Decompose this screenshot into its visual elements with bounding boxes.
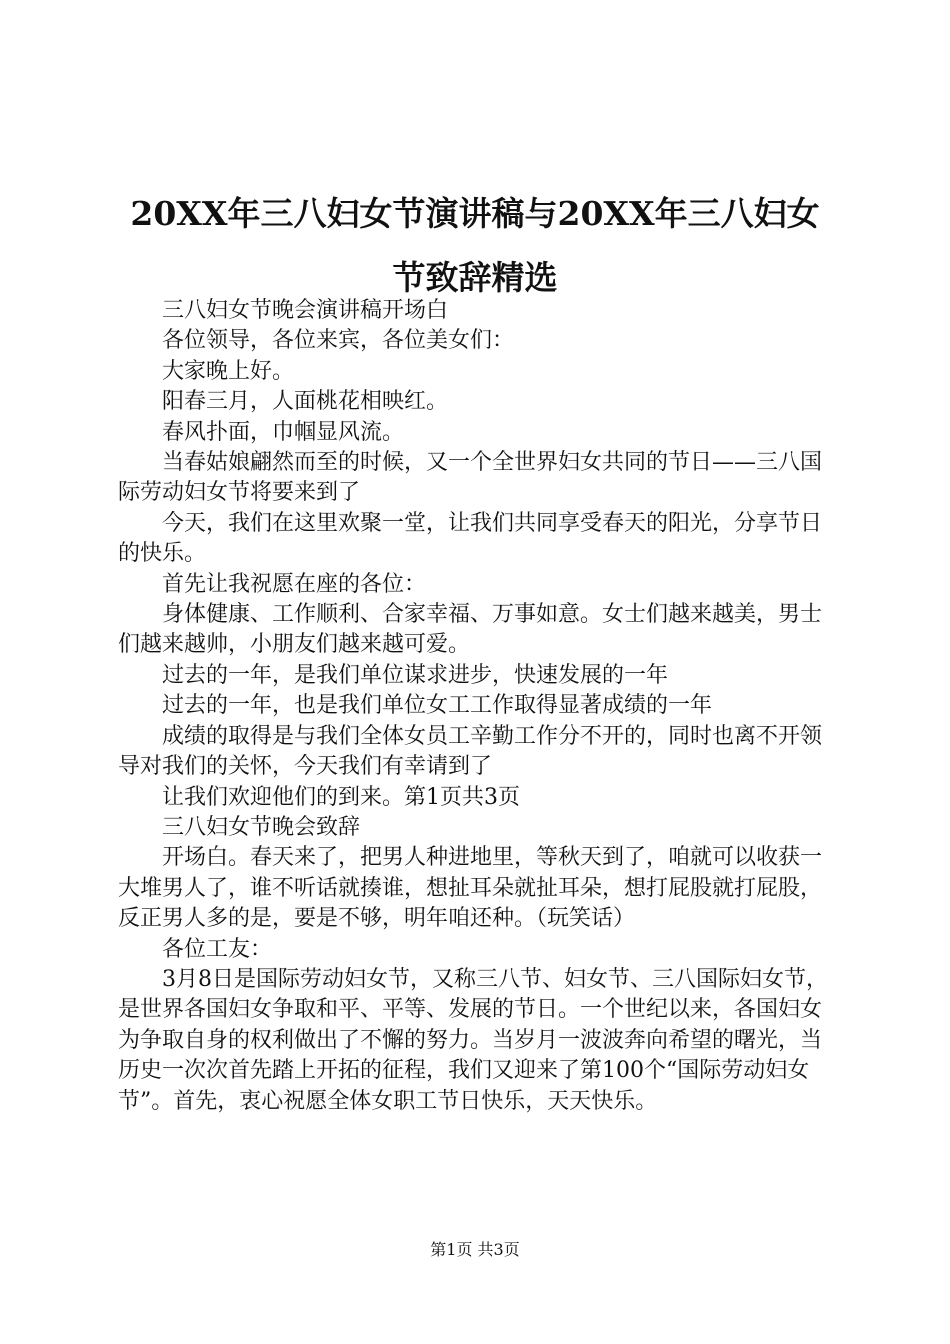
paragraph: 各位工友： [162, 936, 273, 962]
document-title [118, 182, 832, 310]
paragraph: 春风扑面，巾帼显风流。 [162, 419, 405, 445]
document-body [118, 296, 838, 1117]
paragraph: 三八妇女节晚会演讲稿开场白 [162, 298, 449, 323]
paragraph: 成绩的取得是与我们全体女员工辛勤工作分不开的，同时也离不开领导对我们的关怀，今天我们有幸请到了 [118, 723, 823, 780]
paragraph: 首先让我祝愿在座的各位： [162, 571, 427, 597]
paragraph: 阳春三月，人面桃花相映红。 [162, 389, 449, 415]
paragraph: 3月8日是国际劳动妇女节，又称三八节、妇女节、三八国际妇女节，是世界各国妇女争取和平、平等、发展的节日。一个世纪以来，各国妇女为争取自身的权利做出了不懈的努力。当岁月一波波奔向希望的曙光，当历史一次次首先踏上开拓的征程，我们又迎来了第100个“国际劳动妇女节”。首先，衷心祝愿全体女职工节日快乐，天天快乐。 [118, 966, 828, 1114]
title-line-2: 节致辞精选 [392, 258, 558, 297]
paragraph: 让我们欢迎他们的到来。第1页共3页 [162, 784, 520, 810]
page-footer: 第1页 共3页 [430, 1240, 520, 1259]
paragraph: 过去的一年，也是我们单位女工工作取得显著成绩的一年 [162, 693, 713, 719]
paragraph: 大家晚上好。 [162, 358, 295, 384]
paragraph: 三八妇女节晚会致辞 [162, 814, 361, 840]
paragraph: 各位领导，各位来宾，各位美女们： [162, 328, 515, 354]
title-line-1: 20XX年三八妇女节演讲稿与20XX年三八妇女 [130, 194, 820, 233]
paragraph: 今天，我们在这里欢聚一堂，让我们共同享受春天的阳光，分享节日的快乐。 [118, 510, 823, 567]
paragraph: 身体健康、工作顺利、合家幸福、万事如意。女士们越来越美，男士们越来越帅，小朋友们越来越可爱。 [118, 602, 823, 658]
paragraph: 开场白。春天来了，把男人种进地里，等秋天到了，咱就可以收获一大堆男人了，谁不听话就揍谁，想扯耳朵就扯耳朵，想打屁股就打屁股，反正男人多的是，要是不够，明年咱还种。（玩笑话） [118, 845, 823, 932]
paragraph: 当春姑娘翩然而至的时候，又一个全世界妇女共同的节日——三八国际劳动妇女节将要来到了 [118, 450, 823, 506]
paragraph: 过去的一年，是我们单位谋求进步，快速发展的一年 [162, 662, 669, 688]
